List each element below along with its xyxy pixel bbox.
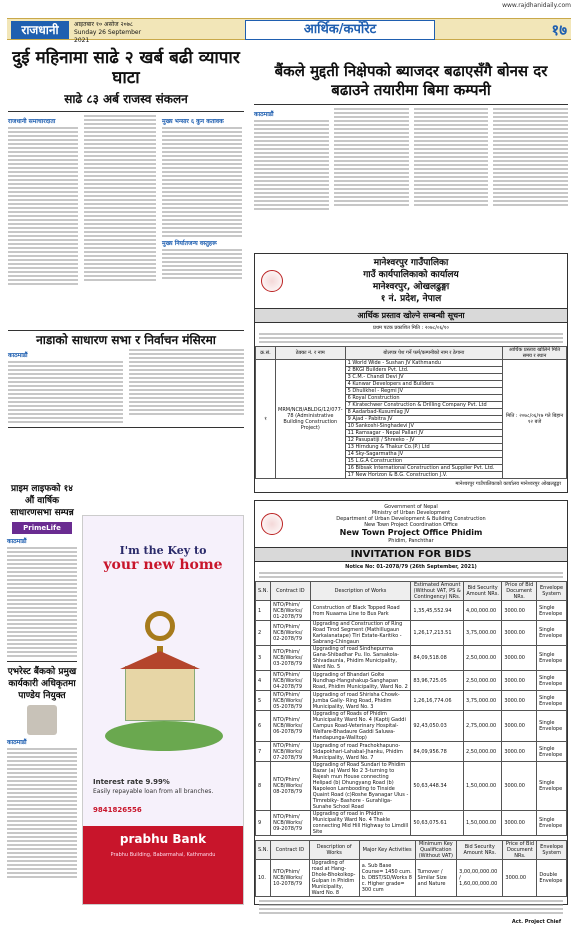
- sidebar-heading: मुख्य भन्सार ६ कुन कतावक: [162, 118, 224, 125]
- col-header: Description of Works: [310, 582, 411, 601]
- cell-firm: 13 Hirndung & Thakur Co.(P.) Ltd: [345, 444, 502, 451]
- notice-org: मानेश्वरपुर गाउँपालिका: [373, 258, 449, 268]
- headline: दुई महिनामा साढे २ खर्ब बढी व्यापार घाटा: [12, 48, 240, 88]
- ifb-body: [255, 572, 567, 578]
- table-cell: 1,35,45,552.94: [411, 601, 464, 621]
- masthead: [7, 18, 571, 44]
- table-cell: Single Envelope: [537, 671, 567, 691]
- cell-firm: 9 Ajad - Pabitra JV: [345, 416, 502, 423]
- table-cell: Upgrading of Bhandari Golte Nundhap-Hangshakup-Sanghapan Road, Phidim Municipality, Ward No. 2: [310, 671, 411, 691]
- table-cell: Turnover / Similar Size and Nature: [415, 860, 457, 897]
- col-firm: बोलपत्र पेश गर्ने फर्म/कम्पनीको नाम र ठेगाना: [345, 347, 502, 360]
- body-text: [414, 108, 489, 206]
- table-cell: Single Envelope: [537, 711, 567, 742]
- byline: काठमाडौं: [254, 111, 274, 118]
- notice-address: मानेश्वरपुर, ओखलढुङ्गा: [372, 282, 450, 292]
- section-title: आर्थिक/कर्पोरेट: [245, 20, 435, 40]
- date-nepali: आइतबार १० असोज २०७८: [74, 21, 134, 28]
- body-text: [493, 108, 568, 206]
- bank-logo: prabhu Bank: [119, 832, 207, 846]
- ifb-signature: Act. Project Chief: [511, 919, 561, 925]
- table-cell: Construction of Black Topped Road from Nuaama Line to Bus Park: [310, 601, 411, 621]
- cell-firm: 4 Kunwar Developers and Builders: [345, 381, 502, 388]
- table-cell: 3000.00: [502, 621, 537, 646]
- table-cell: 50,63,448.34: [411, 762, 464, 811]
- table-cell: 3000.00: [502, 601, 537, 621]
- notice-title: आर्थिक प्रस्ताव खोल्ने सम्बन्धी सूचना: [255, 308, 567, 323]
- table-cell: 92,43,050.03: [411, 711, 464, 742]
- table-cell: 2: [256, 621, 271, 646]
- bid-table: [255, 581, 567, 836]
- table-cell: a. Sub Base Course= 1450 cum. b. DBST/SD/Works 8 c. Higher grade= 300 cum: [359, 860, 415, 897]
- table-cell: Upgrading of Roads of Phidim Municipality Ward No. 4 (Kaptij Gaddi Campus Road-Veterinary Hospital-Welfare-Bhadaure Gaddi Saluwa-Handapunga-Walltop): [310, 711, 411, 742]
- sidebar-heading-2: मुख्य निर्यातजन्य वस्तुहरू: [162, 240, 217, 247]
- table-cell: 4: [256, 671, 271, 691]
- body-text: [84, 115, 156, 281]
- table-cell: 2,75,000.00: [464, 711, 502, 742]
- office-place: Phidim, Panchthar: [388, 538, 434, 544]
- cell-time: मिति : २०७८/०६/१७ गते बिहान १२ बजे: [503, 360, 567, 479]
- ifb-notice-no: Notice No: 01-2078/79 (26th September, 2021): [345, 564, 477, 570]
- body-text: [162, 127, 242, 237]
- cell-firm: 15 L.G.A Construction: [345, 458, 502, 465]
- col-header: Price of Bid Document NRs.: [503, 841, 537, 860]
- body-text: [162, 249, 242, 279]
- municipality-notice: [254, 253, 568, 493]
- cell-contract: MRM/NCB/ABLDG/12/077-78 (Administrative Building Construction Project): [276, 360, 346, 479]
- table-row: [256, 762, 567, 811]
- bid-table-2: [255, 840, 567, 897]
- invitation-for-bids: [254, 500, 568, 925]
- table-cell: NTO/Phim/ NCB/Works/ 05-2078/79: [271, 691, 311, 711]
- table-cell: 3,00,00,000.00 / 1,60,00,000.00: [457, 860, 503, 897]
- byline: काठमाडौं: [7, 739, 27, 746]
- table-cell: NTO/Phim/ NCB/Works/ 04-2078/79: [271, 671, 311, 691]
- col-header: S.N.: [256, 582, 271, 601]
- table-cell: 5: [256, 691, 271, 711]
- table-cell: NTO/Phim/ NCB/Works/ 09-2078/79: [271, 811, 311, 836]
- col-header: Minimum Key Qualification (Without VAT): [415, 841, 457, 860]
- bidders-table: [255, 346, 567, 479]
- col-header: Bid Security Amount NRs.: [464, 582, 502, 601]
- col-header: S.N.: [256, 841, 271, 860]
- col-header: Estimated Amount (Without VAT, PS & Contingency) NRs.: [411, 582, 464, 601]
- government-emblem: [261, 270, 283, 292]
- cell-firm: 1 World Wide - Sushan JV Kathmandu: [345, 360, 502, 367]
- house-key-illustration: [105, 611, 223, 761]
- table-cell: 2,50,000.00: [464, 646, 502, 671]
- ad-rate: Interest rate 9.99%: [93, 778, 170, 786]
- story-insurance: [254, 62, 568, 210]
- office-name: New Town Project Office Phidim: [339, 528, 483, 537]
- table-cell: 3000.00: [502, 711, 537, 742]
- table-row: [256, 691, 567, 711]
- table-cell: 3: [256, 646, 271, 671]
- ifb-terms: [255, 897, 567, 917]
- table-cell: Single Envelope: [537, 601, 567, 621]
- table-row: [256, 601, 567, 621]
- story-trade-deficit: [8, 48, 244, 285]
- table-cell: Single Envelope: [537, 742, 567, 762]
- headline-primelife: प्राइम लाइफको १४ औं वार्षिक साधारणसभा सम्पन्न: [10, 484, 74, 518]
- table-cell: Upgrading of road Prachokhapuno-Sidapokhari-Lahabal-Jhanku, Phidim Municipality, Ward No. 7: [310, 742, 411, 762]
- table-cell: 3000.00: [502, 742, 537, 762]
- table-cell: NTO/Phim/ NCB/Works/ 01-2078/79: [271, 601, 311, 621]
- table-cell: 1,26,17,213.51: [411, 621, 464, 646]
- col-header: Contract ID: [271, 841, 310, 860]
- notice-province: १ नं. प्रदेश, नेपाल: [380, 294, 442, 304]
- table-cell: NTO/Phim/ NCB/Works/ 06-2078/79: [271, 711, 311, 742]
- newspaper-logo: राजधानी: [11, 21, 69, 39]
- table-cell: Upgrading of road Sindhepurma Gana-Shibadhar Pu. Ilo. Sarsakola-Shivadaunla, Phidim Municipality, Ward No. 5: [310, 646, 411, 671]
- byline: राजधानी समाचारदाता: [8, 118, 56, 125]
- body-text: [254, 120, 329, 210]
- table-cell: Double Envelope: [537, 860, 567, 897]
- body-text: [7, 748, 77, 878]
- table-cell: 1,50,000.00: [464, 762, 502, 811]
- table-row: [256, 621, 567, 646]
- table-cell: NTO/Phim/ NCB/Works/ 08-2078/79: [271, 762, 311, 811]
- table-cell: 10.: [256, 860, 271, 897]
- table-cell: 3000.00: [502, 646, 537, 671]
- body-text: [129, 349, 244, 415]
- cell-firm: 17 New Horizon & B.G. Construction J.V.: [345, 472, 502, 479]
- bank-address: Prabhu Building, Babarmahal, Kathmandu: [110, 852, 216, 858]
- table-cell: 50,63,075.61: [411, 811, 464, 836]
- table-row: [256, 646, 567, 671]
- table-cell: 6: [256, 711, 271, 742]
- site-url: www.rajdhanidaily.com: [502, 2, 571, 9]
- date-english: Sunday 26 September 2021: [74, 29, 142, 44]
- table-cell: NTO/Phim/ NCB/Works/ 02-2078/79: [271, 621, 311, 646]
- table-cell: 1,26,16,774.06: [411, 691, 464, 711]
- table-cell: NTO/Phim/ NCB/Works/ 03-2078/79: [271, 646, 311, 671]
- table-cell: 3,75,000.00: [464, 621, 502, 646]
- table-cell: Single Envelope: [537, 646, 567, 671]
- col-header: Major Key Activities: [359, 841, 415, 860]
- subheadline: साढे ८३ अर्ब राजस्व संकलन: [64, 92, 188, 106]
- table-cell: Upgrading and Construction of Ring Road Tirod Segment (Mathillugaun Karkalanatape) Tiri Estate-Karitiko -Sabrang-Chingaun: [310, 621, 411, 646]
- table-cell: 3000.00: [502, 691, 537, 711]
- col-header: Bid Security Amount NRs.: [457, 841, 503, 860]
- issue-date: [74, 21, 154, 45]
- gov-line-1: Government of Nepal: [384, 504, 438, 510]
- ad-phone: 9841826556: [93, 806, 142, 814]
- col-time: आर्थिक प्रस्ताव खोलिने मिति समय र स्थान: [503, 347, 567, 360]
- ad-offer: Easily repayable loan from all branches.: [93, 788, 214, 795]
- body-text: [7, 547, 77, 657]
- table-cell: NTO/Phim/ NCB/Works/ 07-2078/79: [271, 742, 311, 762]
- table-cell: 3000.00: [502, 671, 537, 691]
- cell-firm: 3 C.M.- Chandi Devi JV: [345, 374, 502, 381]
- table-cell: 1: [256, 601, 271, 621]
- table-cell: Upgrading of road in Phidim Municipality Ward No. 4 Thakle connecting Mid Hill Highway to Limdill Site: [310, 811, 411, 836]
- notice-body: [255, 333, 567, 343]
- table-cell: 4,00,000.00: [464, 601, 502, 621]
- ceo-photo: [27, 705, 57, 735]
- table-cell: NTO/Phim/ NCB/Works/ 10-2078/79: [271, 860, 310, 897]
- table-cell: Single Envelope: [537, 691, 567, 711]
- cell-firm: 16 Bibsak International Construction and Supplier Pvt. Ltd.: [345, 465, 502, 472]
- table-cell: Upgrading of Road Sundari to Phidim Bazar (a) Ward No 2 3-turning to Rajesh mun House connecting Helipad (b) Dhungyang Road (b) Napoleon Lambooding to Tinside Quaint Road (c)Roshe Byanagar Ulus - Timrebiky- Bashore - Gurahliga- Sunahe School Road: [310, 762, 411, 811]
- col-header: Envelope System: [537, 582, 567, 601]
- table-row: [256, 742, 567, 762]
- table-cell: 8: [256, 762, 271, 811]
- byline: काठमाडौं: [8, 352, 28, 359]
- page-number: १७: [551, 21, 567, 39]
- cell-firm: 12 Pasupatiji / Shreeko - JV: [345, 437, 502, 444]
- notice-date: प्रथम पटक प्रकाशित मिति : २०७८/०६/१०: [373, 325, 449, 331]
- body-text: [8, 127, 78, 285]
- table-cell: Single Envelope: [537, 811, 567, 836]
- table-cell: 9: [256, 811, 271, 836]
- cell-firm: 8 Aadarbad-Kusumlag JV: [345, 409, 502, 416]
- ad-tagline: I'm the Key to: [119, 544, 207, 557]
- cell-firm: 6 Royal Construction: [345, 395, 502, 402]
- table-row: [256, 811, 567, 836]
- byline: काठमाडौं: [7, 538, 27, 545]
- left-column-briefs: [7, 483, 77, 903]
- body-text: [334, 108, 409, 206]
- col-header: Price of Bid Document NRs.: [502, 582, 537, 601]
- table-cell: Single Envelope: [537, 762, 567, 811]
- ad-tagline-2: your new home: [103, 557, 223, 573]
- cell-sn: १: [256, 360, 276, 479]
- table-cell: 3000.00: [502, 811, 537, 836]
- table-cell: 83,96,725.05: [411, 671, 464, 691]
- col-header: Envelope System: [537, 841, 567, 860]
- table-cell: 3,75,000.00: [464, 691, 502, 711]
- table-cell: Upgrading of road Shirisha Chowk-Jumba Gaily- Ring Road, Phidim Municipality, Ward No. 3: [310, 691, 411, 711]
- table-cell: 2,50,000.00: [464, 671, 502, 691]
- notice-signature: मानेश्वरपुर गाउँपालिकाको कार्यालय मानेश्वरपुर ओखलढुङ्गा: [455, 481, 561, 487]
- col-header: Description of Works: [309, 841, 359, 860]
- ifb-title: INVITATION FOR BIDS: [255, 547, 567, 562]
- notice-office: गाउँ कार्यपालिकाको कार्यालय: [363, 270, 459, 280]
- table-cell: 3000.00: [502, 762, 537, 811]
- prabhu-bank-ad: [82, 515, 244, 905]
- cell-firm: 14 Sky-Sagarmatha JV: [345, 451, 502, 458]
- headline-everest: एभरेस्ट बैंकको प्रमुख कार्यकारी अधिकृतमा पाण्डेय नियुक्त: [7, 667, 77, 701]
- col-sn: क्र.सं.: [256, 347, 276, 360]
- cell-firm: 5 Dhulikhel - Regmi JV: [345, 388, 502, 395]
- col-header: Contract ID: [271, 582, 311, 601]
- table-row: [256, 671, 567, 691]
- primelife-logo: PrimeLife: [12, 522, 72, 534]
- cell-firm: 10 Sankoshi-Singhadevi JV: [345, 423, 502, 430]
- cell-firm: 11 Ramsagar - Nepal Pallari JV: [345, 430, 502, 437]
- table-row: [256, 360, 567, 367]
- col-contract: ठेक्का नं. र नाम: [276, 347, 346, 360]
- headline: नाडाको साधारण सभा र निर्वाचन मंसिरमा: [36, 333, 216, 347]
- headline: बैंकले मुद्दती निक्षेपको ब्याजदर बढाएसँगै बोनस दर बढाउने तयारीमा बिमा कम्पनी: [274, 62, 548, 99]
- table-cell: 7: [256, 742, 271, 762]
- table-cell: 3000.00: [503, 860, 537, 897]
- table-cell: 84,09,956.78: [411, 742, 464, 762]
- cell-firm: 2 BKGI Builders Pvt. Ltd.: [345, 367, 502, 374]
- table-cell: 2,50,000.00: [464, 742, 502, 762]
- cell-firm: 7 Kiratechwer Construction & Drilling Company Pvt. Ltd: [345, 402, 502, 409]
- government-emblem: [261, 513, 283, 535]
- table-cell: Upgrading of road at Hang-Dhole-Bhokolkop-Gulpan in Phidim Municipality, Ward No. 8: [309, 860, 359, 897]
- table-cell: 1,50,000.00: [464, 811, 502, 836]
- table-row: [256, 711, 567, 742]
- story-nada: [8, 330, 244, 428]
- gov-line-4: New Town Project Coordination Office: [364, 522, 458, 528]
- gov-line-3: Department of Urban Development & Building Construction: [336, 516, 486, 522]
- body-text: [8, 361, 123, 423]
- table-cell: 84,09,518.08: [411, 646, 464, 671]
- gov-line-2: Ministry of Urban Development: [371, 510, 451, 516]
- table-cell: Single Envelope: [537, 621, 567, 646]
